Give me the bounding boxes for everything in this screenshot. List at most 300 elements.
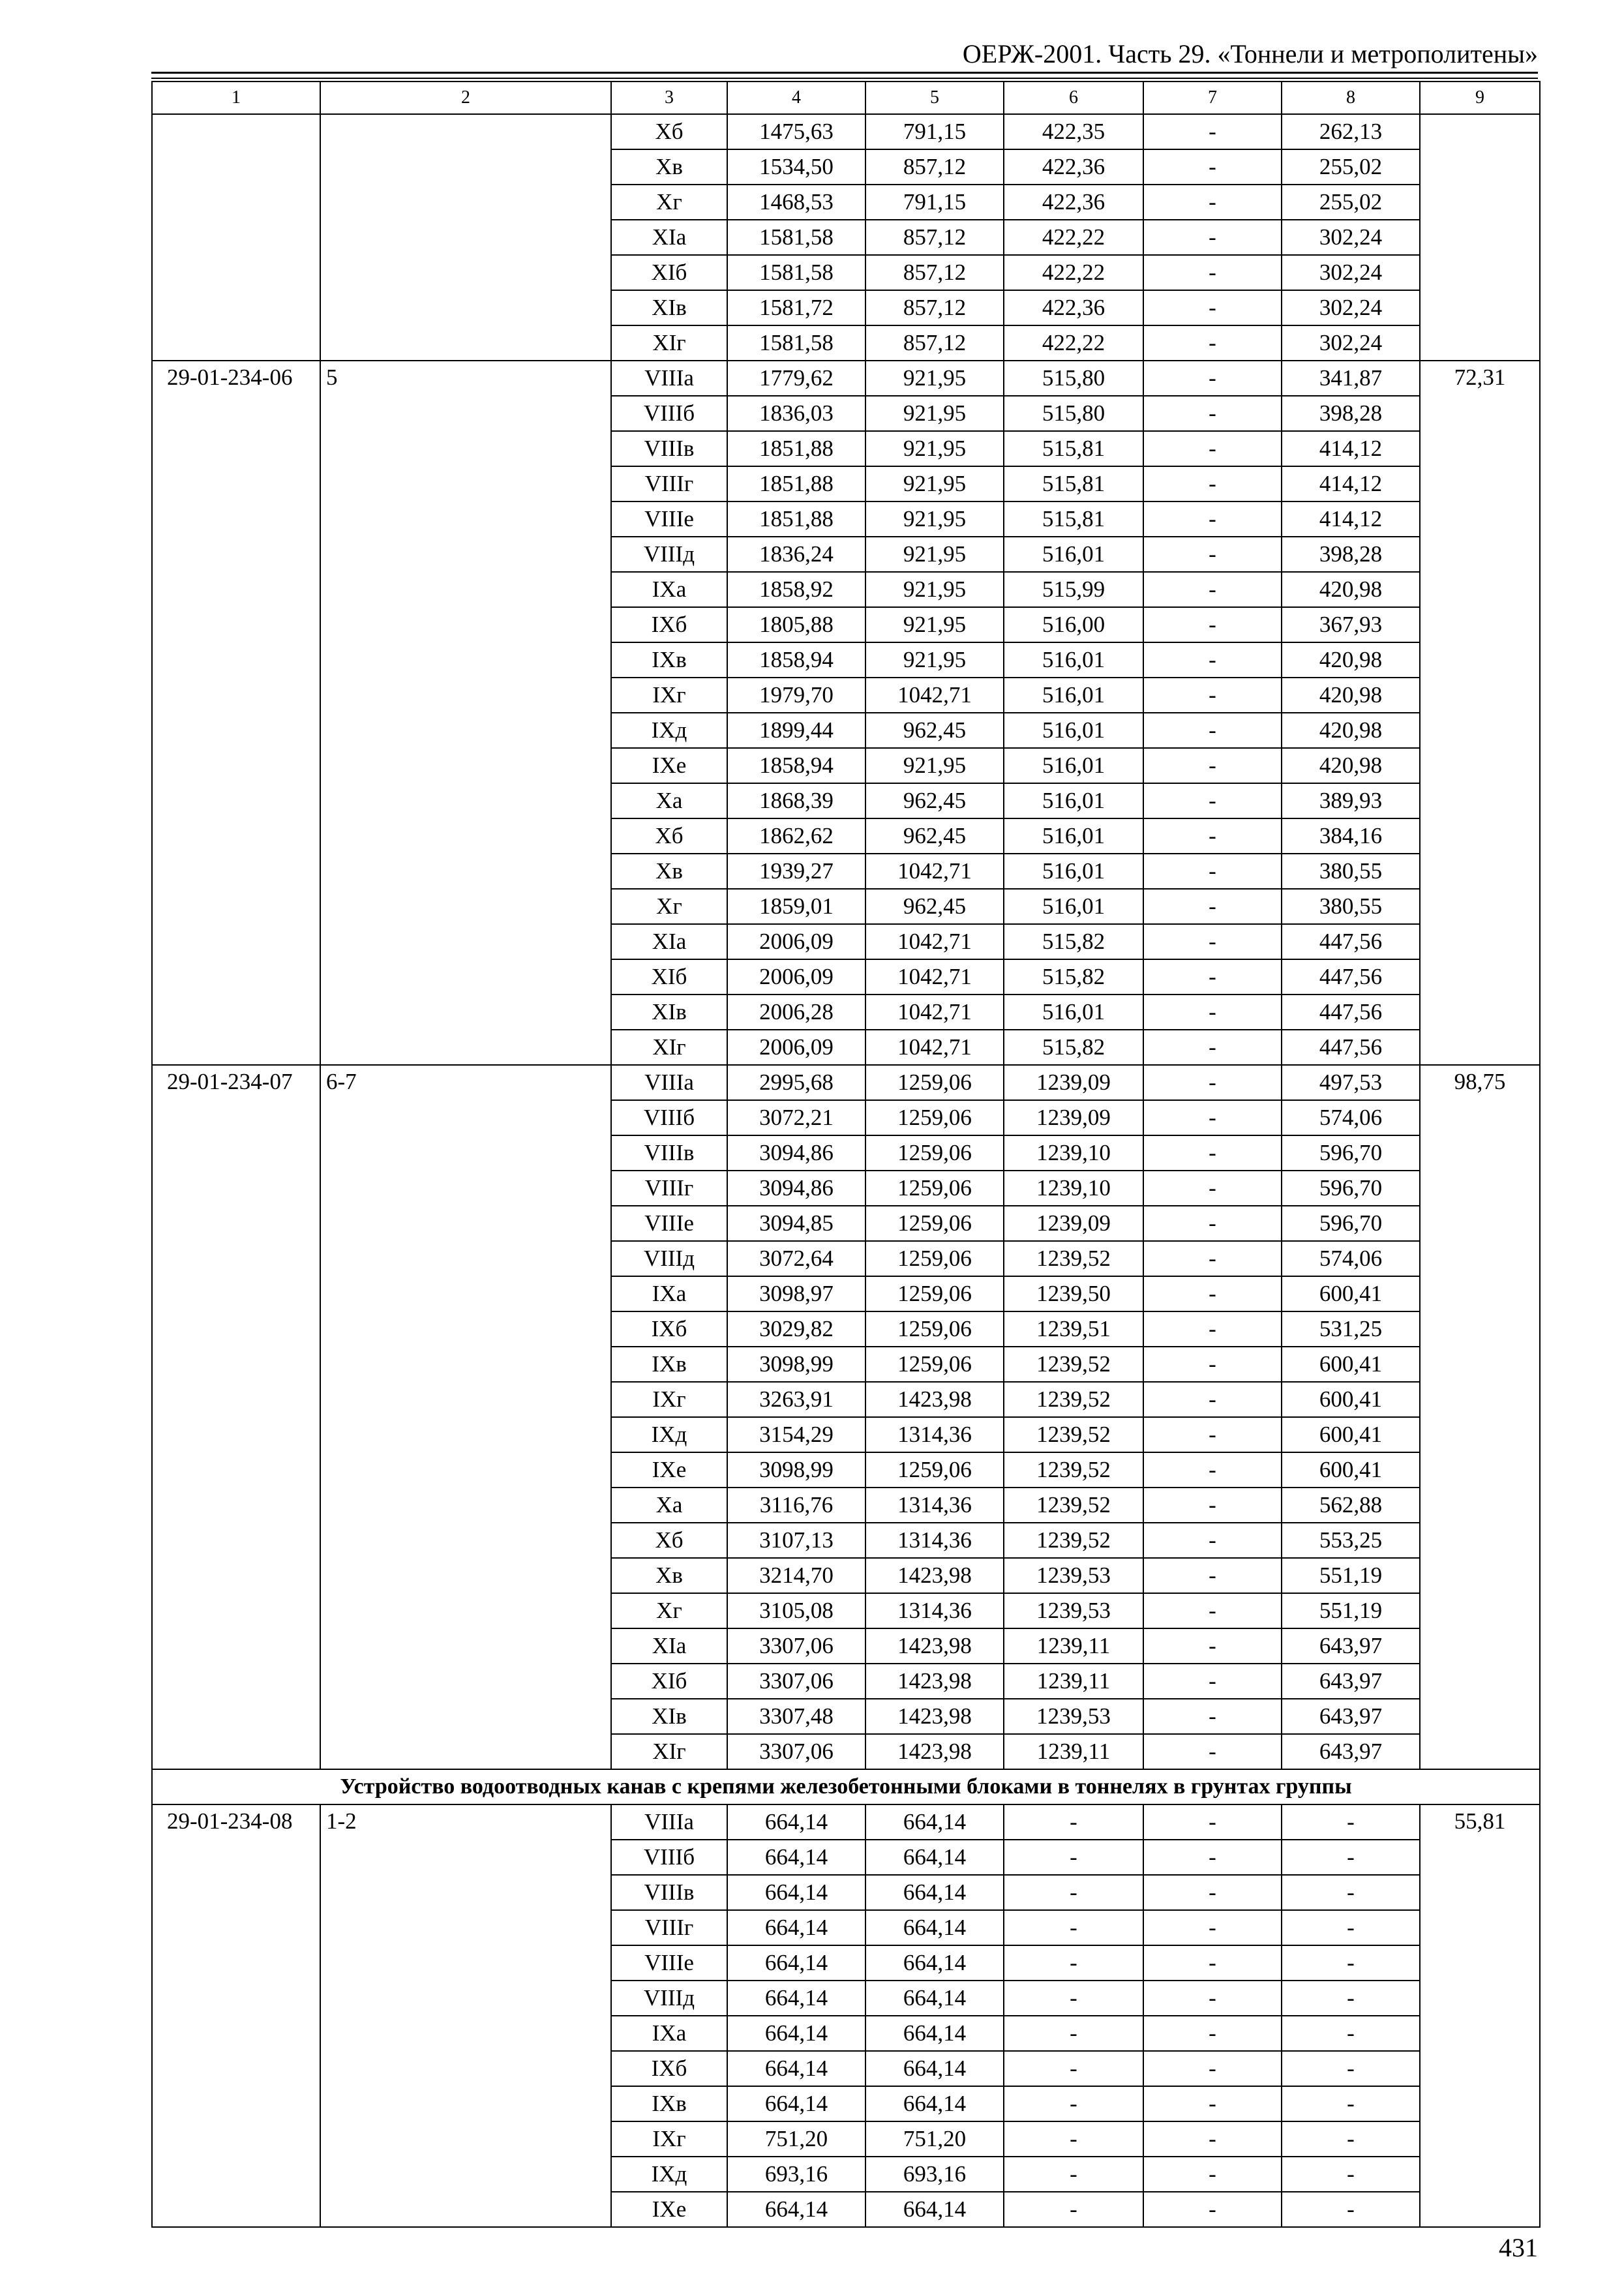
value-cell: - bbox=[1143, 783, 1282, 818]
value-cell: - bbox=[1143, 1875, 1282, 1910]
rate-description: 1-2 bbox=[320, 1804, 611, 2227]
zone-cell: Хг bbox=[611, 185, 727, 220]
zone-cell: Хв bbox=[611, 1558, 727, 1593]
zone-cell: Хв bbox=[611, 149, 727, 185]
value-cell: 1581,58 bbox=[727, 255, 865, 290]
value-cell: 422,36 bbox=[1004, 149, 1143, 185]
value-cell: 751,20 bbox=[865, 2121, 1004, 2157]
value-cell: 447,56 bbox=[1282, 924, 1420, 959]
value-cell: 1423,98 bbox=[865, 1382, 1004, 1417]
value-cell: 515,81 bbox=[1004, 501, 1143, 537]
value-cell: 574,06 bbox=[1282, 1241, 1420, 1276]
value-cell: 1042,71 bbox=[865, 995, 1004, 1030]
value-cell: 262,13 bbox=[1282, 114, 1420, 149]
value-cell: 643,97 bbox=[1282, 1699, 1420, 1734]
value-cell: 1239,11 bbox=[1004, 1628, 1143, 1664]
value-cell: 3098,97 bbox=[727, 1276, 865, 1311]
value-cell: - bbox=[1143, 114, 1282, 149]
value-cell: 921,95 bbox=[865, 572, 1004, 607]
value-cell: 515,82 bbox=[1004, 924, 1143, 959]
value-cell: 921,95 bbox=[865, 466, 1004, 501]
zone-cell: ХIг bbox=[611, 325, 727, 361]
value-cell: 551,19 bbox=[1282, 1558, 1420, 1593]
value-cell: - bbox=[1143, 2051, 1282, 2086]
value-cell: 1314,36 bbox=[865, 1488, 1004, 1523]
value-cell: - bbox=[1004, 2016, 1143, 2051]
value-cell: 1042,71 bbox=[865, 1030, 1004, 1065]
value-cell: 515,99 bbox=[1004, 572, 1143, 607]
value-cell: 447,56 bbox=[1282, 1030, 1420, 1065]
value-cell: 3029,82 bbox=[727, 1311, 865, 1347]
value-cell: - bbox=[1143, 678, 1282, 713]
value-cell: 1042,71 bbox=[865, 678, 1004, 713]
value-cell: 1836,03 bbox=[727, 396, 865, 431]
zone-cell: VIIIд bbox=[611, 537, 727, 572]
zone-cell: ХIб bbox=[611, 1664, 727, 1699]
value-cell: 1314,36 bbox=[865, 1593, 1004, 1628]
zone-cell: VIIIг bbox=[611, 1171, 727, 1206]
value-cell: 664,14 bbox=[727, 2051, 865, 2086]
value-cell: 596,70 bbox=[1282, 1206, 1420, 1241]
zone-cell: ХIа bbox=[611, 220, 727, 255]
value-cell: 420,98 bbox=[1282, 678, 1420, 713]
zone-cell: Хб bbox=[611, 818, 727, 854]
rate-code bbox=[152, 114, 320, 361]
value-cell: 1836,24 bbox=[727, 537, 865, 572]
value-cell: - bbox=[1004, 1945, 1143, 1981]
value-cell: 516,01 bbox=[1004, 678, 1143, 713]
value-cell: - bbox=[1143, 1347, 1282, 1382]
value-cell: 962,45 bbox=[865, 818, 1004, 854]
value-cell: 384,16 bbox=[1282, 818, 1420, 854]
column-number: 5 bbox=[865, 82, 1004, 114]
value-cell: 414,12 bbox=[1282, 431, 1420, 466]
zone-cell: IХе bbox=[611, 748, 727, 783]
rate-description bbox=[320, 114, 611, 361]
value-cell: 515,80 bbox=[1004, 361, 1143, 396]
zone-cell: IХв bbox=[611, 642, 727, 678]
value-cell: 1581,72 bbox=[727, 290, 865, 325]
value-cell: 1899,44 bbox=[727, 713, 865, 748]
value-cell: 1239,52 bbox=[1004, 1382, 1143, 1417]
value-cell: - bbox=[1004, 1875, 1143, 1910]
value-cell: - bbox=[1143, 572, 1282, 607]
value-cell: - bbox=[1282, 2086, 1420, 2121]
value-cell: 600,41 bbox=[1282, 1347, 1420, 1382]
column-number-row bbox=[152, 82, 1540, 114]
zone-cell: IХе bbox=[611, 2192, 727, 2227]
zone-cell: IХв bbox=[611, 2086, 727, 2121]
column-number: 7 bbox=[1143, 82, 1282, 114]
zone-cell: IХд bbox=[611, 1417, 727, 1452]
value-cell: 302,24 bbox=[1282, 325, 1420, 361]
value-cell: 1858,94 bbox=[727, 748, 865, 783]
zone-cell: Хб bbox=[611, 1523, 727, 1558]
value-cell: 921,95 bbox=[865, 361, 1004, 396]
value-cell: 3105,08 bbox=[727, 1593, 865, 1628]
value-cell: 531,25 bbox=[1282, 1311, 1420, 1347]
value-cell: 664,14 bbox=[727, 1840, 865, 1875]
value-cell: 302,24 bbox=[1282, 220, 1420, 255]
value-cell: 1259,06 bbox=[865, 1171, 1004, 1206]
value-cell: - bbox=[1143, 995, 1282, 1030]
value-cell: - bbox=[1282, 1804, 1420, 1840]
zone-cell: VIIIе bbox=[611, 501, 727, 537]
zone-cell: Хб bbox=[611, 114, 727, 149]
zone-cell: IХе bbox=[611, 1452, 727, 1488]
zone-cell: VIIIе bbox=[611, 1206, 727, 1241]
value-cell: - bbox=[1143, 2157, 1282, 2192]
value-cell: 1239,53 bbox=[1004, 1699, 1143, 1734]
value-cell: 1239,09 bbox=[1004, 1100, 1143, 1135]
value-cell: 921,95 bbox=[865, 431, 1004, 466]
value-cell: - bbox=[1282, 1840, 1420, 1875]
value-cell: 516,01 bbox=[1004, 713, 1143, 748]
value-cell: 664,14 bbox=[727, 2086, 865, 2121]
value-cell: 1239,09 bbox=[1004, 1206, 1143, 1241]
value-cell: - bbox=[1143, 396, 1282, 431]
value-cell: - bbox=[1282, 2016, 1420, 2051]
value-cell: - bbox=[1004, 2086, 1143, 2121]
page-number: 431 bbox=[1499, 2233, 1538, 2262]
zone-cell: IХа bbox=[611, 2016, 727, 2051]
value-cell: 596,70 bbox=[1282, 1171, 1420, 1206]
value-cell: 600,41 bbox=[1282, 1276, 1420, 1311]
value-cell: - bbox=[1143, 1664, 1282, 1699]
value-cell: 1259,06 bbox=[865, 1276, 1004, 1311]
value-cell: 398,28 bbox=[1282, 537, 1420, 572]
value-cell: 600,41 bbox=[1282, 1417, 1420, 1452]
value-cell: 389,93 bbox=[1282, 783, 1420, 818]
value-cell: - bbox=[1143, 607, 1282, 642]
value-cell: - bbox=[1143, 1135, 1282, 1171]
value-cell: 1042,71 bbox=[865, 854, 1004, 889]
value-cell: - bbox=[1143, 818, 1282, 854]
value-cell: 664,14 bbox=[727, 1981, 865, 2016]
value-cell: 551,19 bbox=[1282, 1593, 1420, 1628]
value-cell: 574,06 bbox=[1282, 1100, 1420, 1135]
value-cell: 1239,51 bbox=[1004, 1311, 1143, 1347]
value-cell: 3094,86 bbox=[727, 1171, 865, 1206]
value-cell: 1314,36 bbox=[865, 1523, 1004, 1558]
value-cell: 516,01 bbox=[1004, 783, 1143, 818]
value-cell: 664,14 bbox=[727, 1875, 865, 1910]
value-cell: - bbox=[1143, 854, 1282, 889]
value-cell: 3307,48 bbox=[727, 1699, 865, 1734]
value-cell: 921,95 bbox=[865, 537, 1004, 572]
zone-cell: VIIIв bbox=[611, 431, 727, 466]
value-cell: 3214,70 bbox=[727, 1558, 865, 1593]
rate-code: 29-01-234-06 bbox=[152, 361, 320, 1065]
value-cell: 1239,10 bbox=[1004, 1171, 1143, 1206]
value-cell: 2006,28 bbox=[727, 995, 865, 1030]
value-cell: - bbox=[1004, 2121, 1143, 2157]
value-cell: - bbox=[1143, 889, 1282, 924]
value-cell: - bbox=[1004, 1981, 1143, 2016]
rate-description: 6-7 bbox=[320, 1065, 611, 1769]
value-cell: - bbox=[1143, 1840, 1282, 1875]
value-cell: 447,56 bbox=[1282, 959, 1420, 995]
value-cell: 380,55 bbox=[1282, 889, 1420, 924]
value-cell: - bbox=[1143, 1382, 1282, 1417]
value-cell: - bbox=[1004, 2051, 1143, 2086]
value-cell: 1259,06 bbox=[865, 1206, 1004, 1241]
value-cell: 367,93 bbox=[1282, 607, 1420, 642]
value-cell: 751,20 bbox=[727, 2121, 865, 2157]
value-cell: 643,97 bbox=[1282, 1628, 1420, 1664]
zone-cell: Ха bbox=[611, 783, 727, 818]
value-cell: - bbox=[1143, 290, 1282, 325]
table-row bbox=[152, 1804, 1540, 1840]
value-cell: 664,14 bbox=[727, 2016, 865, 2051]
zone-cell: IХб bbox=[611, 1311, 727, 1347]
value-cell: 1239,10 bbox=[1004, 1135, 1143, 1171]
zone-cell: ХIб bbox=[611, 959, 727, 995]
value-cell: - bbox=[1143, 325, 1282, 361]
value-cell: 2006,09 bbox=[727, 959, 865, 995]
value-cell: - bbox=[1143, 1311, 1282, 1347]
zone-cell: ХIг bbox=[611, 1734, 727, 1769]
value-cell: 1259,06 bbox=[865, 1347, 1004, 1382]
value-cell: - bbox=[1143, 1030, 1282, 1065]
value-cell: 516,01 bbox=[1004, 537, 1143, 572]
value-cell: 857,12 bbox=[865, 255, 1004, 290]
value-cell: 420,98 bbox=[1282, 713, 1420, 748]
zone-cell: VIIIб bbox=[611, 1100, 727, 1135]
value-cell: - bbox=[1143, 149, 1282, 185]
value-cell: - bbox=[1143, 924, 1282, 959]
rate-code: 29-01-234-08 bbox=[152, 1804, 320, 2227]
value-cell: 664,14 bbox=[865, 1910, 1004, 1945]
value-cell: 1239,52 bbox=[1004, 1417, 1143, 1452]
zone-cell: IХг bbox=[611, 1382, 727, 1417]
value-cell: - bbox=[1004, 1910, 1143, 1945]
rate-code: 29-01-234-07 bbox=[152, 1065, 320, 1769]
zone-cell: VIIIд bbox=[611, 1981, 727, 2016]
value-cell: 664,14 bbox=[865, 2086, 1004, 2121]
value-cell: 1239,53 bbox=[1004, 1558, 1143, 1593]
column-number: 1 bbox=[152, 82, 320, 114]
value-cell: - bbox=[1143, 2121, 1282, 2157]
value-cell: - bbox=[1143, 220, 1282, 255]
value-cell: 600,41 bbox=[1282, 1382, 1420, 1417]
value-cell: 1858,94 bbox=[727, 642, 865, 678]
zone-cell: VIIIа bbox=[611, 1065, 727, 1100]
value-cell: 255,02 bbox=[1282, 185, 1420, 220]
value-cell: 3307,06 bbox=[727, 1628, 865, 1664]
value-cell: - bbox=[1143, 1628, 1282, 1664]
zone-cell: IХа bbox=[611, 572, 727, 607]
value-cell: 1868,39 bbox=[727, 783, 865, 818]
zone-cell: VIIIе bbox=[611, 1945, 727, 1981]
value-cell: 664,14 bbox=[727, 1804, 865, 1840]
value-cell: 515,80 bbox=[1004, 396, 1143, 431]
value-cell: 422,22 bbox=[1004, 325, 1143, 361]
labor-cost: 55,81 bbox=[1420, 1804, 1540, 2227]
value-cell: 255,02 bbox=[1282, 149, 1420, 185]
value-cell: 1851,88 bbox=[727, 466, 865, 501]
column-number: 3 bbox=[611, 82, 727, 114]
value-cell: - bbox=[1143, 1981, 1282, 2016]
value-cell: 3154,29 bbox=[727, 1417, 865, 1452]
value-cell: 664,14 bbox=[865, 1875, 1004, 1910]
value-cell: - bbox=[1004, 2192, 1143, 2227]
section-title: Устройство водоотводных канав с крепями железобетонными блоками в тоннелях в грунтах группы bbox=[152, 1769, 1540, 1804]
value-cell: 1475,63 bbox=[727, 114, 865, 149]
value-cell: 302,24 bbox=[1282, 290, 1420, 325]
value-cell: 398,28 bbox=[1282, 396, 1420, 431]
labor-cost bbox=[1420, 114, 1540, 361]
value-cell: - bbox=[1143, 959, 1282, 995]
value-cell: 1858,92 bbox=[727, 572, 865, 607]
column-number: 6 bbox=[1004, 82, 1143, 114]
value-cell: 3263,91 bbox=[727, 1382, 865, 1417]
table-row bbox=[152, 114, 1540, 149]
value-cell: - bbox=[1143, 537, 1282, 572]
value-cell: - bbox=[1143, 466, 1282, 501]
value-cell: 516,01 bbox=[1004, 818, 1143, 854]
zone-cell: VIIIа bbox=[611, 361, 727, 396]
value-cell: 791,15 bbox=[865, 185, 1004, 220]
value-cell: 1239,11 bbox=[1004, 1734, 1143, 1769]
value-cell: 1259,06 bbox=[865, 1311, 1004, 1347]
zone-cell: IХа bbox=[611, 1276, 727, 1311]
value-cell: - bbox=[1004, 1804, 1143, 1840]
value-cell: 2006,09 bbox=[727, 924, 865, 959]
value-cell: 1468,53 bbox=[727, 185, 865, 220]
value-cell: 1042,71 bbox=[865, 959, 1004, 995]
value-cell: 1259,06 bbox=[865, 1241, 1004, 1276]
value-cell: 3072,21 bbox=[727, 1100, 865, 1135]
value-cell: 664,14 bbox=[865, 2192, 1004, 2227]
zone-cell: ХIа bbox=[611, 1628, 727, 1664]
value-cell: - bbox=[1143, 501, 1282, 537]
value-cell: 600,41 bbox=[1282, 1452, 1420, 1488]
labor-cost: 72,31 bbox=[1420, 361, 1540, 1065]
value-cell: 1239,09 bbox=[1004, 1065, 1143, 1100]
value-cell: 516,01 bbox=[1004, 995, 1143, 1030]
value-cell: - bbox=[1282, 1910, 1420, 1945]
value-cell: - bbox=[1143, 1593, 1282, 1628]
value-cell: - bbox=[1282, 2121, 1420, 2157]
zone-cell: IХб bbox=[611, 2051, 727, 2086]
price-table bbox=[151, 81, 1541, 2228]
value-cell: 857,12 bbox=[865, 325, 1004, 361]
value-cell: 1851,88 bbox=[727, 501, 865, 537]
value-cell: - bbox=[1143, 1206, 1282, 1241]
value-cell: 664,14 bbox=[727, 2192, 865, 2227]
column-number: 2 bbox=[320, 82, 611, 114]
header-rule-bottom bbox=[151, 78, 1538, 79]
value-cell: 1239,52 bbox=[1004, 1347, 1143, 1382]
zone-cell: Хг bbox=[611, 1593, 727, 1628]
value-cell: 1259,06 bbox=[865, 1100, 1004, 1135]
zone-cell: Хг bbox=[611, 889, 727, 924]
zone-cell: ХIб bbox=[611, 255, 727, 290]
value-cell: 380,55 bbox=[1282, 854, 1420, 889]
value-cell: - bbox=[1143, 713, 1282, 748]
value-cell: 420,98 bbox=[1282, 642, 1420, 678]
value-cell: 1851,88 bbox=[727, 431, 865, 466]
value-cell: 1239,52 bbox=[1004, 1523, 1143, 1558]
value-cell: - bbox=[1143, 748, 1282, 783]
value-cell: 1979,70 bbox=[727, 678, 865, 713]
value-cell: 497,53 bbox=[1282, 1065, 1420, 1100]
zone-cell: Хв bbox=[611, 854, 727, 889]
value-cell: 3098,99 bbox=[727, 1452, 865, 1488]
value-cell: - bbox=[1143, 1276, 1282, 1311]
labor-cost: 98,75 bbox=[1420, 1065, 1540, 1769]
value-cell: 422,36 bbox=[1004, 290, 1143, 325]
value-cell: 1779,62 bbox=[727, 361, 865, 396]
value-cell: 643,97 bbox=[1282, 1734, 1420, 1769]
value-cell: 1862,62 bbox=[727, 818, 865, 854]
value-cell: 553,25 bbox=[1282, 1523, 1420, 1558]
value-cell: 1259,06 bbox=[865, 1065, 1004, 1100]
value-cell: 516,01 bbox=[1004, 854, 1143, 889]
value-cell: 422,35 bbox=[1004, 114, 1143, 149]
value-cell: - bbox=[1143, 1171, 1282, 1206]
value-cell: 562,88 bbox=[1282, 1488, 1420, 1523]
value-cell: 664,14 bbox=[865, 1981, 1004, 2016]
header-rule-top bbox=[151, 72, 1538, 74]
value-cell: 1581,58 bbox=[727, 325, 865, 361]
value-cell: - bbox=[1143, 431, 1282, 466]
value-cell: 422,36 bbox=[1004, 185, 1143, 220]
value-cell: 1239,11 bbox=[1004, 1664, 1143, 1699]
value-cell: 791,15 bbox=[865, 114, 1004, 149]
value-cell: 422,22 bbox=[1004, 255, 1143, 290]
zone-cell: ХIа bbox=[611, 924, 727, 959]
value-cell: 664,14 bbox=[865, 1804, 1004, 1840]
value-cell: 516,00 bbox=[1004, 607, 1143, 642]
value-cell: 515,81 bbox=[1004, 466, 1143, 501]
value-cell: 3116,76 bbox=[727, 1488, 865, 1523]
value-cell: - bbox=[1004, 2157, 1143, 2192]
value-cell: 962,45 bbox=[865, 783, 1004, 818]
value-cell: - bbox=[1143, 1910, 1282, 1945]
value-cell: - bbox=[1143, 1100, 1282, 1135]
value-cell: - bbox=[1143, 255, 1282, 290]
value-cell: 516,01 bbox=[1004, 889, 1143, 924]
zone-cell: VIIIв bbox=[611, 1875, 727, 1910]
zone-cell: ХIв bbox=[611, 290, 727, 325]
value-cell: 664,14 bbox=[865, 1840, 1004, 1875]
value-cell: 1534,50 bbox=[727, 149, 865, 185]
value-cell: 3107,13 bbox=[727, 1523, 865, 1558]
rate-description: 5 bbox=[320, 361, 611, 1065]
value-cell: 3094,85 bbox=[727, 1206, 865, 1241]
value-cell: 414,12 bbox=[1282, 466, 1420, 501]
value-cell: 664,14 bbox=[865, 2051, 1004, 2086]
value-cell: - bbox=[1282, 1875, 1420, 1910]
column-number: 4 bbox=[727, 82, 865, 114]
value-cell: 643,97 bbox=[1282, 1664, 1420, 1699]
zone-cell: IХд bbox=[611, 713, 727, 748]
value-cell: 962,45 bbox=[865, 713, 1004, 748]
section-title-row bbox=[152, 1769, 1540, 1804]
value-cell: 693,16 bbox=[865, 2157, 1004, 2192]
value-cell: 1805,88 bbox=[727, 607, 865, 642]
value-cell: 1423,98 bbox=[865, 1734, 1004, 1769]
value-cell: 420,98 bbox=[1282, 748, 1420, 783]
value-cell: 3094,86 bbox=[727, 1135, 865, 1171]
column-number: 9 bbox=[1420, 82, 1540, 114]
value-cell: 420,98 bbox=[1282, 572, 1420, 607]
value-cell: 515,82 bbox=[1004, 959, 1143, 995]
value-cell: - bbox=[1143, 1452, 1282, 1488]
value-cell: 664,14 bbox=[865, 1945, 1004, 1981]
